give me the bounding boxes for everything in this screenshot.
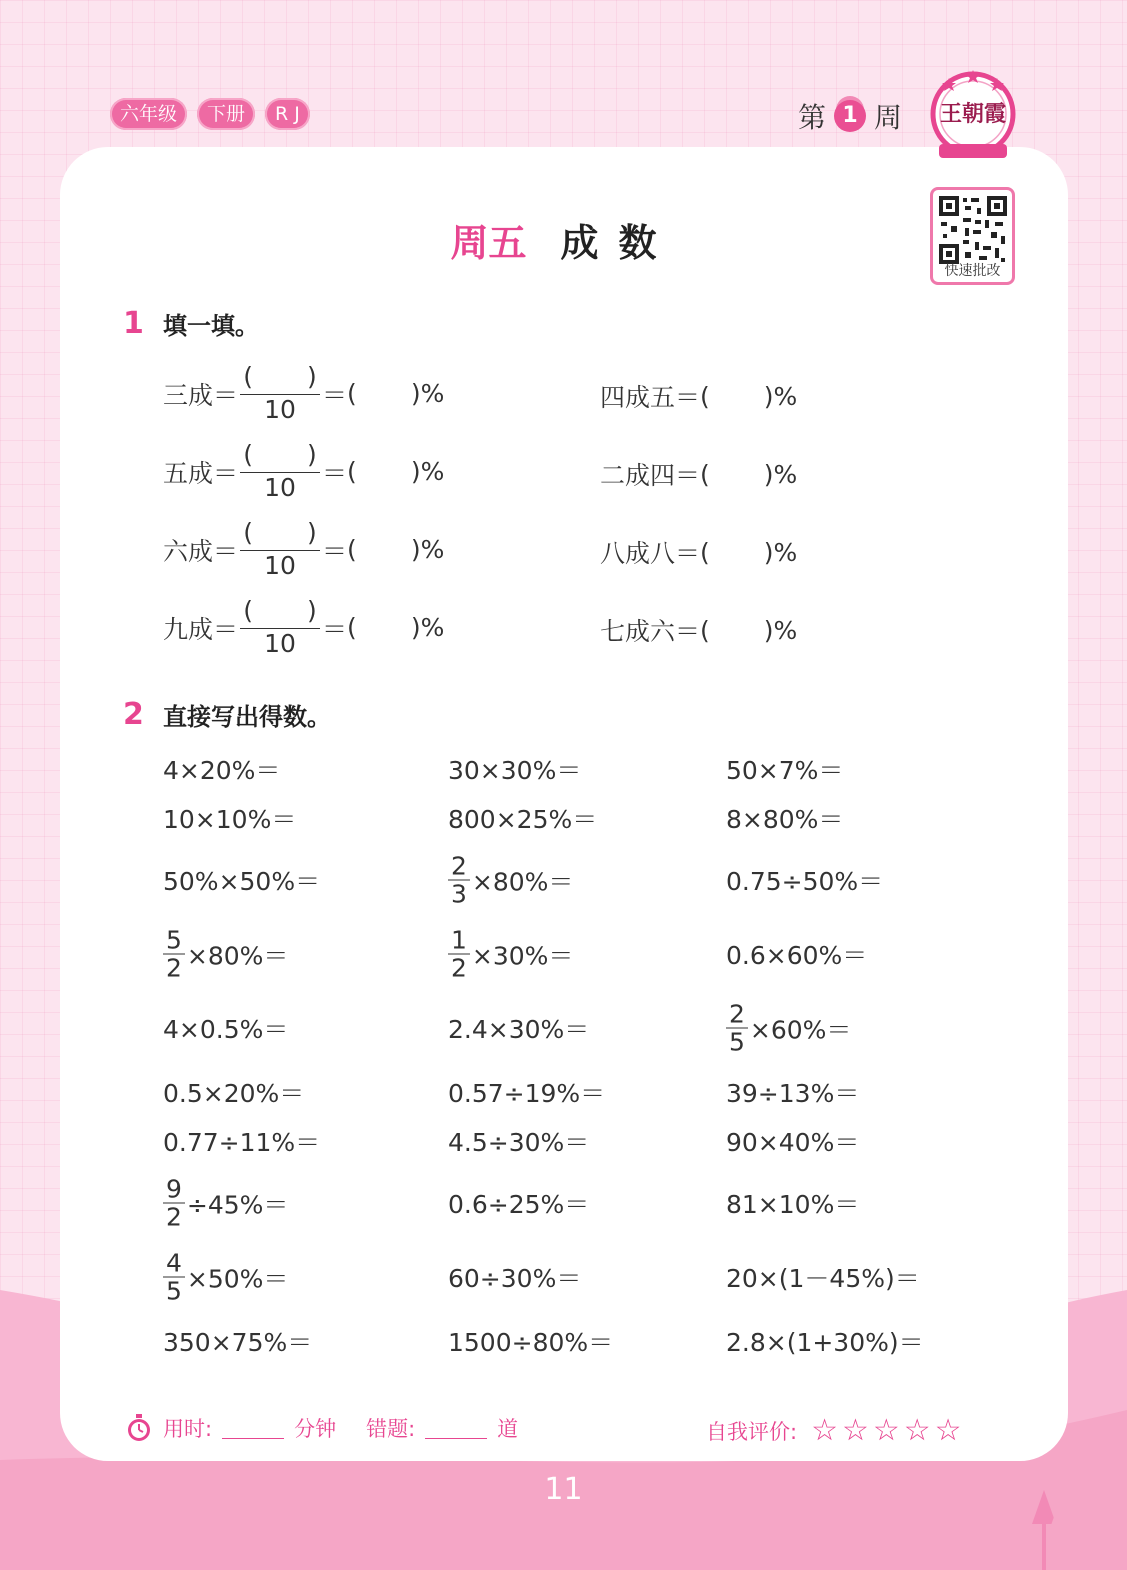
fraction — [448, 853, 470, 908]
fraction-denominator: 10 — [264, 473, 296, 502]
grade-tag: 六年级 — [110, 98, 187, 130]
calc-problem — [448, 853, 613, 908]
equals-sign: ＝ — [322, 614, 348, 644]
equals-sign: ＝ — [213, 458, 239, 488]
fill-item-right — [600, 378, 797, 414]
fraction-blank[interactable] — [240, 362, 320, 425]
calc-expression: 350×75%＝ — [163, 1328, 313, 1357]
calc-expression: ×60%＝ — [749, 1015, 852, 1044]
calc-expression: 10×10%＝ — [163, 805, 297, 834]
week-indicator — [798, 96, 902, 136]
fill-label: 八成八 — [600, 539, 676, 568]
fill-item-right — [600, 534, 797, 570]
page-number: 11 — [544, 1472, 583, 1507]
paren-close: ) — [307, 596, 317, 625]
calc-expression: 50×7%＝ — [726, 756, 844, 785]
calc-problem — [726, 1259, 960, 1295]
fraction-blank[interactable] — [240, 596, 320, 659]
calc-expression: 90×40%＝ — [726, 1128, 860, 1157]
errors-label: 错题: — [366, 1417, 416, 1441]
paren-open: ( — [700, 615, 710, 645]
calc-problem — [726, 862, 923, 898]
fill-item-left — [163, 440, 444, 503]
calc-expression: ÷45%＝ — [186, 1190, 289, 1219]
calc-expression: 0.6×60%＝ — [726, 941, 868, 970]
fill-label: 七成六 — [600, 617, 676, 646]
fraction-denominator: 5 — [729, 1027, 745, 1057]
paren-open: ( — [243, 440, 254, 469]
fraction-numerator: 4 — [163, 1250, 185, 1278]
calc-problem — [448, 1323, 653, 1359]
calc-problem — [448, 800, 637, 836]
footer-time-errors — [125, 1413, 518, 1443]
calc-expression: 0.6÷25%＝ — [448, 1190, 590, 1219]
calc-problem — [726, 1185, 899, 1221]
calc-expression: ×80%＝ — [186, 941, 289, 970]
fill-label: 五成 — [163, 458, 214, 488]
title-day: 周五 — [450, 221, 527, 265]
calc-problem — [726, 1001, 891, 1056]
fraction-denominator: 10 — [264, 629, 296, 658]
calc-problem — [448, 1185, 629, 1221]
calc-expression: 8×80%＝ — [726, 805, 844, 834]
fraction-blank[interactable] — [240, 518, 320, 581]
section-2-number: 2 — [123, 697, 144, 732]
calc-problem — [448, 1123, 629, 1159]
footer-rating — [706, 1413, 966, 1448]
paren-open: ( — [347, 379, 357, 408]
fraction — [163, 1250, 185, 1305]
rating-label: 自我评价: — [706, 1419, 798, 1444]
equals-sign: ＝ — [675, 539, 701, 568]
seal-text: 王朝霞 — [939, 101, 1007, 127]
section-1-title: 填一填。 — [163, 312, 259, 340]
calc-problem — [726, 1074, 899, 1110]
fill-label: 二成四 — [600, 461, 676, 490]
time-unit: 分钟 — [294, 1417, 337, 1441]
equals-sign: ＝ — [322, 458, 348, 488]
fraction-denominator: 2 — [451, 953, 467, 983]
calc-expression: 0.75÷50%＝ — [726, 867, 884, 896]
calc-expression: ×50%＝ — [186, 1264, 289, 1293]
calc-expression: 2.8×(1+30%)＝ — [726, 1328, 924, 1357]
calc-expression: 4×0.5%＝ — [163, 1015, 289, 1044]
fraction-numerator: 2 — [726, 1001, 748, 1029]
calc-problem — [448, 1259, 621, 1295]
percent-close: )% — [410, 457, 445, 486]
calc-problem — [726, 1123, 899, 1159]
calc-expression: ×80%＝ — [471, 867, 574, 896]
equals-sign: ＝ — [213, 614, 239, 644]
paren-open: ( — [347, 613, 357, 642]
fraction — [448, 927, 470, 982]
calc-problem — [726, 751, 883, 787]
fill-item-right — [600, 456, 797, 492]
equals-sign: ＝ — [675, 383, 701, 412]
fraction-numerator: 1 — [448, 927, 470, 955]
fill-item-left — [163, 596, 444, 659]
percent-close: )% — [763, 381, 798, 411]
section-1-header — [123, 306, 259, 341]
fraction-numerator: 9 — [163, 1176, 185, 1204]
fill-item-right — [600, 612, 797, 648]
fraction-denominator: 10 — [264, 551, 296, 580]
fill-label: 九成 — [163, 614, 214, 644]
calc-problem — [163, 1123, 360, 1159]
calc-problem — [163, 1176, 328, 1231]
calc-problem — [163, 751, 320, 787]
paren-open: ( — [243, 596, 254, 625]
equals-sign: ＝ — [322, 380, 348, 410]
fraction-numerator: 2 — [448, 853, 470, 881]
percent-close: )% — [410, 613, 445, 642]
week-prefix: 第 — [798, 101, 827, 134]
volume-tag: 下册 — [197, 98, 255, 130]
calc-problem — [163, 1323, 352, 1359]
calc-problem — [448, 1010, 629, 1046]
fraction-denominator: 10 — [264, 395, 296, 424]
calc-problem — [163, 1074, 344, 1110]
fraction-denominator: 2 — [166, 953, 182, 983]
calc-expression: 2.4×30%＝ — [448, 1015, 590, 1044]
edition-tag: R J — [265, 98, 310, 130]
fill-label: 三成 — [163, 380, 214, 410]
paren-close: ) — [307, 362, 317, 391]
equals-sign: ＝ — [675, 461, 701, 490]
calc-expression: 1500÷80%＝ — [448, 1328, 614, 1357]
calc-problem — [163, 1250, 328, 1305]
paren-open: ( — [347, 535, 357, 564]
calc-expression: 0.5×20%＝ — [163, 1079, 305, 1108]
fraction-blank[interactable] — [240, 440, 320, 503]
rating-stars[interactable]: ☆☆☆☆☆ — [811, 1413, 966, 1448]
equals-sign: ＝ — [213, 380, 239, 410]
calc-problem — [163, 927, 328, 982]
header-tags — [110, 98, 310, 130]
fraction — [163, 1176, 185, 1231]
calc-expression: 20×(1－45%)＝ — [726, 1264, 920, 1293]
fraction-numerator: 5 — [163, 927, 185, 955]
paren-close: ) — [307, 518, 317, 547]
percent-close: )% — [410, 379, 445, 408]
calc-problem — [726, 936, 907, 972]
brand-seal-logo — [927, 68, 1019, 164]
fraction — [163, 927, 185, 982]
section-2-header — [123, 697, 331, 732]
week-suffix: 周 — [874, 101, 903, 134]
paren-open: ( — [243, 362, 254, 391]
stopwatch-icon — [125, 1413, 153, 1443]
paren-open: ( — [243, 518, 254, 547]
equals-sign: ＝ — [213, 536, 239, 566]
paren-open: ( — [700, 381, 710, 411]
calc-problem — [163, 862, 360, 898]
calc-expression: 50%×50%＝ — [163, 867, 321, 896]
calc-expression: 0.77÷11%＝ — [163, 1128, 321, 1157]
paren-open: ( — [700, 459, 710, 489]
percent-close: )% — [410, 535, 445, 564]
equals-sign: ＝ — [675, 617, 701, 646]
calc-expression: 39÷13%＝ — [726, 1079, 860, 1108]
page-title — [0, 212, 1127, 267]
calc-problem — [448, 751, 621, 787]
percent-close: )% — [763, 537, 798, 567]
errors-input[interactable] — [425, 1418, 487, 1439]
equals-sign: ＝ — [322, 536, 348, 566]
calc-expression: 4.5÷30%＝ — [448, 1128, 590, 1157]
fraction — [726, 1001, 748, 1056]
qr-label: 快速批改 — [944, 263, 1001, 279]
section-2-title: 直接写出得数。 — [163, 703, 331, 731]
week-number: 1 — [834, 100, 866, 132]
calc-problem — [726, 1323, 964, 1359]
time-input[interactable] — [222, 1418, 284, 1439]
fill-item-left — [163, 518, 444, 581]
percent-close: )% — [763, 615, 798, 645]
paren-open: ( — [347, 457, 357, 486]
calc-expression: 30×30%＝ — [448, 756, 582, 785]
calc-expression: 4×20%＝ — [163, 756, 281, 785]
fill-label: 四成五 — [600, 383, 676, 412]
decorative-arrows-icon — [1028, 1490, 1078, 1570]
fill-label: 六成 — [163, 536, 214, 566]
section-1-number: 1 — [123, 306, 144, 341]
time-label: 用时: — [163, 1417, 213, 1441]
paren-open: ( — [700, 537, 710, 567]
calc-problem — [448, 927, 613, 982]
fraction-denominator: 3 — [451, 879, 467, 909]
paren-close: ) — [307, 440, 317, 469]
calc-expression: ×30%＝ — [471, 941, 574, 970]
errors-unit: 道 — [497, 1417, 519, 1441]
percent-close: )% — [763, 459, 798, 489]
calc-problem — [163, 800, 336, 836]
calc-expression: 0.57÷19%＝ — [448, 1079, 606, 1108]
fill-item-left — [163, 362, 444, 425]
fraction-denominator: 5 — [166, 1276, 182, 1306]
fraction-denominator: 2 — [166, 1202, 182, 1232]
calc-problem — [163, 1010, 328, 1046]
calc-problem — [726, 800, 883, 836]
calc-expression: 60÷30%＝ — [448, 1264, 582, 1293]
calc-expression: 81×10%＝ — [726, 1190, 860, 1219]
title-topic: 成数 — [560, 221, 677, 265]
calc-expression: 800×25%＝ — [448, 805, 598, 834]
calc-problem — [448, 1074, 645, 1110]
